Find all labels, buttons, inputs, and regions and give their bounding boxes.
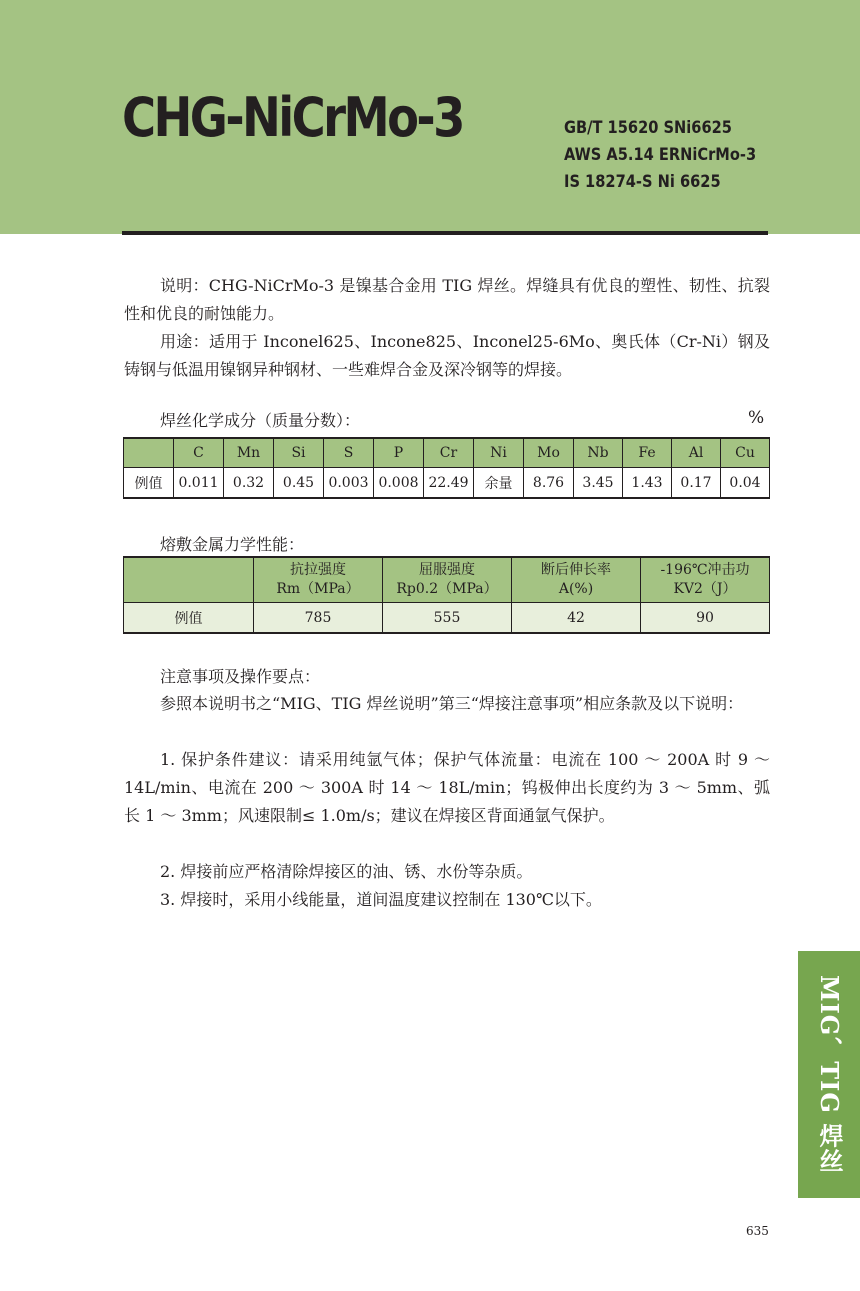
- chem-table: [123, 437, 770, 499]
- chem-header-cell: S: [324, 438, 374, 468]
- chem-header-cell: Nb: [574, 438, 623, 468]
- mech-header-line2: Rp0.2（MPa）: [396, 581, 498, 597]
- mech-value-cell: 555: [383, 603, 512, 634]
- mech-header-cell: [383, 557, 512, 603]
- mech-header-line1: -196℃冲击功: [660, 562, 750, 578]
- standard-aws: AWS A5.14 ERNiCrMo-3: [564, 145, 757, 165]
- chem-header-cell: Cu: [721, 438, 770, 468]
- mech-value-cell: 785: [254, 603, 383, 634]
- chem-unit: %: [748, 408, 765, 428]
- side-tab-label: MIG、TIG 焊丝: [815, 975, 844, 1174]
- standard-gb: GB/T 15620 SNi6625: [564, 118, 732, 138]
- chem-header-cell: Si: [274, 438, 324, 468]
- chem-header-cell: Mn: [224, 438, 274, 468]
- mech-section-title: 熔敷金属力学性能：: [160, 535, 305, 554]
- mech-value-cell: 42: [512, 603, 641, 634]
- chem-value-cell: 8.76: [524, 468, 574, 499]
- header-band: [0, 0, 860, 234]
- chem-header-cell: C: [174, 438, 224, 468]
- mech-header-cell: [641, 557, 770, 603]
- mech-header-line2: A(%): [558, 581, 594, 597]
- chem-value-cell: 0.17: [672, 468, 721, 499]
- standards-list: [564, 115, 756, 196]
- mech-table-row: [124, 603, 770, 634]
- notes-title: 注意事项及操作要点：: [160, 667, 321, 686]
- chem-header-cell: Al: [672, 438, 721, 468]
- mech-table: [123, 556, 770, 634]
- side-tab: [798, 951, 860, 1198]
- mech-header-line1: 断后伸长率: [541, 562, 611, 578]
- description-label: 说明：: [160, 276, 209, 295]
- chem-table-header: [124, 438, 770, 468]
- notes-item-1: 1. 保护条件建议：请采用纯氩气体；保护气体流量：电流在 100 ～ 200A 时 9 ～ 14L/min、电流在 200 ～ 300A 时 14 ～ 18L/min；钨极伸出长度约为 3 ～ 5mm、弧长 1 ～ 3mm；风速限制≤ 1.0m/s；建议在焊接区背面通氩气保护。: [124, 750, 770, 825]
- mech-header-cell: [512, 557, 641, 603]
- mech-header-line1: 抗拉强度: [290, 562, 346, 578]
- chem-header-cell: Ni: [474, 438, 524, 468]
- mech-header-line2: KV2（J）: [673, 581, 737, 597]
- chem-header-cell: Cr: [424, 438, 474, 468]
- chem-table-row: [124, 468, 770, 499]
- chem-value-cell: 3.45: [574, 468, 623, 499]
- mech-header-cell: [124, 557, 254, 603]
- chem-header-cell: [124, 438, 174, 468]
- product-title: CHG-NiCrMo-3: [122, 86, 463, 149]
- chem-value-cell: 1.43: [623, 468, 672, 499]
- usage-paragraph: [124, 328, 770, 384]
- chem-value-cell: 0.008: [374, 468, 424, 499]
- chem-value-cell: 0.32: [224, 468, 274, 499]
- chem-header-cell: Fe: [623, 438, 672, 468]
- chem-value-cell: 余量: [474, 468, 524, 499]
- usage-label: 用途：: [160, 332, 209, 351]
- chem-value-cell: 0.011: [174, 468, 224, 499]
- chem-value-cell: 0.04: [721, 468, 770, 499]
- usage-text: 适用于 Inconel625、Incone825、Inconel25-6Mo、奥氏体（Cr-Ni）钢及铸钢与低温用镍钢异种钢材、一些难焊合金及深冷钢等的焊接。: [124, 332, 770, 379]
- chem-value-cell: 0.003: [324, 468, 374, 499]
- mech-header-line2: Rm（MPa）: [276, 581, 360, 597]
- mech-header-cell: [254, 557, 383, 603]
- chem-value-cell: 22.49: [424, 468, 474, 499]
- description-paragraph: [124, 272, 770, 328]
- page-number: 635: [746, 1224, 769, 1238]
- notes-item-3: 3. 焊接时，采用小线能量，道间温度建议控制在 130℃以下。: [160, 890, 602, 909]
- mech-value-cell: 例值: [124, 603, 254, 634]
- standard-is: IS 18274-S Ni 6625: [564, 172, 721, 192]
- notes-intro: 参照本说明书之“MIG、TIG 焊丝说明”第三“焊接注意事项”相应条款及以下说明：: [160, 694, 744, 713]
- mech-value-cell: 90: [641, 603, 770, 634]
- notes-item-2: 2. 焊接前应严格清除焊接区的油、锈、水份等杂质。: [160, 862, 533, 881]
- mech-table-header: [124, 557, 770, 603]
- chem-value-cell: 例值: [124, 468, 174, 499]
- header-rule: [122, 231, 768, 235]
- chem-value-cell: 0.45: [274, 468, 324, 499]
- chem-section-title: 焊丝化学成分（质量分数）：: [160, 411, 361, 430]
- chem-header-cell: Mo: [524, 438, 574, 468]
- chem-header-cell: P: [374, 438, 424, 468]
- description-text: CHG-NiCrMo-3 是镍基合金用 TIG 焊丝。焊缝具有优良的塑性、韧性、抗裂性和优良的耐蚀能力。: [124, 276, 770, 323]
- mech-header-line1: 屈服强度: [419, 562, 475, 578]
